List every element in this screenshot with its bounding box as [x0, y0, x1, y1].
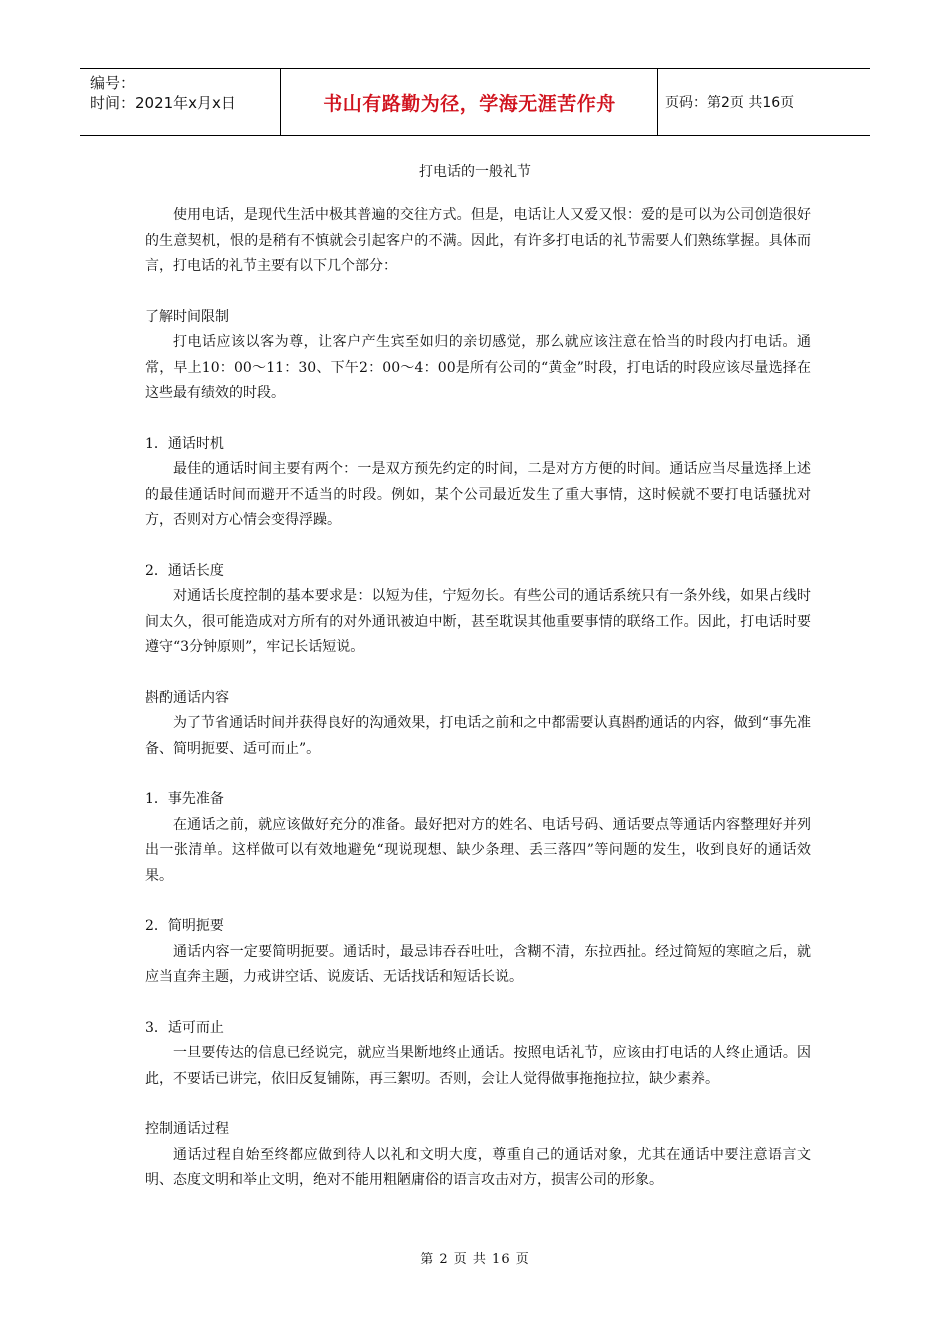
header-divider-right: [657, 69, 658, 135]
page-footer: 第 2 页 共 16 页: [420, 1252, 530, 1267]
section-time-limit: [145, 305, 811, 407]
intro-paragraph: 使用电话，是现代生活中极其普遍的交往方式。但是，电话让人又爱又恨：爱的是可以为公司创造很好的生意契机，恨的是稍有不慎就会引起客户的不满。因此，有许多打电话的礼节需要人们熟练掌握。具体而言，打电话的礼节主要有以下几个部分：: [145, 207, 811, 274]
header-motto: 书山有路勤为径，学海无涯苦作舟: [323, 92, 616, 115]
section-paragraph: 通话过程自始至终都应做到待人以礼和文明大度，尊重自己的通话对象，尤其在通话中要注意语言文明、态度文明和举止文明，绝对不能用粗陋庸俗的语言攻击对方，损害公司的形象。: [145, 1146, 811, 1188]
section-paragraph: 最佳的通话时间主要有两个：一是双方预先约定的时间，二是对方方便的时间。通话应当尽量选择上述的最佳通话时间而避开不适当的时段。例如，某个公司最近发生了重大事情，这时候就不要打电话骚扰对方，否则对方心情会变得浮躁。: [145, 461, 811, 528]
document-number-label: 编号：: [90, 74, 136, 92]
section-call-length: [145, 559, 811, 661]
section-heading: 了解时间限制: [145, 308, 229, 325]
section-prepare: [145, 787, 811, 889]
section-concise: [145, 914, 811, 991]
section-paragraph: 打电话应该以客为尊，让客户产生宾至如归的亲切感觉，那么就应该注意在恰当的时段内打电话。通常，早上10：00～11：30、下午2：00～4：00是所有公司的“黄金”时段，打电话的时段应该尽量选择在这些最有绩效的时段。: [145, 334, 811, 401]
section-heading: 3．适可而止: [145, 1019, 224, 1036]
header-meta: [90, 73, 280, 113]
document-body: [145, 203, 811, 1194]
section-heading: 控制通话过程: [145, 1121, 229, 1137]
section-heading: 斟酌通话内容: [145, 689, 229, 706]
section-paragraph: 一旦要传达的信息已经说完，就应当果断地终止通话。按照电话礼节，应该由打电话的人终止通话。因此，不要话已讲完，依旧反复铺陈，再三絮叨。否则，会让人觉得做事拖拖拉拉，缺少素养。: [145, 1045, 811, 1087]
section-paragraph: 对通话长度控制的基本要求是：以短为佳，宁短勿长。有些公司的通话系统只有一条外线，如果占线时间太久，很可能造成对方所有的对外通讯被迫中断，甚至耽误其他重要事情的联络工作。因此，打电话时要遵守“3分钟原则”，牢记长话短说。: [145, 588, 811, 655]
document-date: 时间：2021年x月x日: [90, 94, 236, 112]
section-control-process: [145, 1117, 811, 1194]
header-divider-left: [280, 69, 281, 135]
section-heading: 1．通话时机: [145, 435, 224, 452]
section-paragraph: 为了节省通话时间并获得良好的沟通效果，打电话之前和之中都需要认真斟酌通话的内容，做到“事先准备、简明扼要、适可而止”。: [145, 715, 811, 757]
section-paragraph: 通话内容一定要简明扼要。通话时，最忌讳吞吞吐吐，含糊不清，东拉西扯。经过简短的寒暄之后，就应当直奔主题，力戒讲空话、说废话、无话找话和短话长说。: [145, 943, 811, 985]
header-page-info: 页码：第2页 共16页: [665, 95, 795, 111]
section-call-timing: [145, 432, 811, 534]
section-heading: 2．简明扼要: [145, 918, 224, 934]
page-header: [80, 68, 870, 136]
section-paragraph: 在通话之前，就应该做好充分的准备。最好把对方的姓名、电话号码、通话要点等通话内容整理好并列出一张清单。这样做可以有效地避免“现说现想、缺少条理、丢三落四”等问题的发生，收到良好的通话效果。: [145, 816, 811, 884]
section-heading: 2．通话长度: [145, 562, 224, 579]
section-call-content: [145, 686, 811, 763]
document-title: 打电话的一般礼节: [419, 164, 531, 180]
section-stop: [145, 1016, 811, 1093]
section-heading: 1．事先准备: [145, 791, 224, 807]
